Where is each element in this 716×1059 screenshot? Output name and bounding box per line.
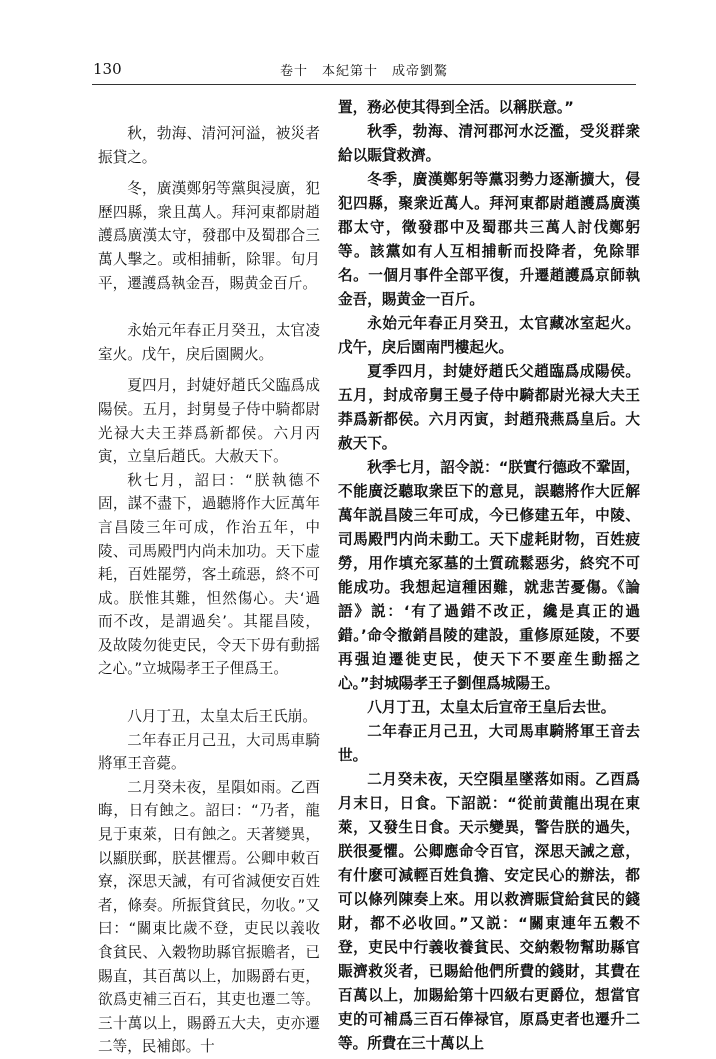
paragraph: 秋季七月，詔令説：“朕實行德政不鞏固，不能廣泛聽取衆臣下的意見，誤聽將作大匠解萬年説昌陵三年可成，今已修建五年，中陵、司馬殿門内尚未動工。天下虚耗財物，百姓疲勞，用作填充冢墓的土質疏鬆惡劣，終究不可能成功。我想起這種困難，就悲苦憂傷。《論語》説：‘有了過錯不改正，纔是真正的過錯。’命令撤銷昌陵的建設，重修原延陵，不要再强迫遷徙吏民，使天下不要産生動摇之心。”封城陽孝王子劉俚爲城陽王。 <box>338 459 640 692</box>
paragraph: 夏季四月，封婕妤趙氏父趙臨爲成陽侯。五月，封成帝舅王曼子侍中騎都尉光禄大夫王莽爲新都侯。六月丙寅，封趙飛燕爲皇后。大赦天下。 <box>338 363 640 452</box>
paragraph: 秋，勃海、清河河溢，被災者振貸之。 <box>98 125 320 166</box>
paragraph: 八月丁丑，太皇太后宣帝王皇后去世。 <box>367 699 616 716</box>
paragraph: 二月癸未夜，星隕如雨。乙酉晦，日有蝕之。詔曰：“乃者，龍見于東萊，日有蝕之。天著變異，以顯朕郵，朕甚懼焉。公卿申敕百寮，深思天誡，有可省減便安百姓者，條奏。所振貸貧民，勿收。”又曰：“關東比歲不登，吏民以義收食貧民、入穀物助縣官振贍者，已賜直，其百萬以上，加賜爵右更，欲爲吏補三百石，其吏也遷二等。三十萬以上，賜爵五大夫，吏亦遷二等，民補郎。十 <box>98 778 320 1056</box>
paragraph: 冬季，廣漢鄭躬等黨羽勢力逐漸擴大，侵犯四縣，聚衆近萬人。拜河東都尉趙護爲廣漢郡太守，徵發郡中及蜀郡共三萬人討伐鄭躬等。該黨如有人互相捕斬而投降者，免除罪名。一個月事件全部平復，升遷趙護爲京師執金吾，賜黄金一百斤。 <box>338 171 640 308</box>
paragraph: 秋七月，詔曰：“朕執德不固，謀不盡下，過聽將作大匠萬年言昌陵三年可成，作治五年，中陵、司馬殿門内尚未加功。天下虚耗，百姓罷勞，客土疏惡，終不可成。朕惟其難，怛然傷心。夫‘過而不改，是謂過矣’。其罷昌陵，及故陵勿徙吏民，令天下毋有動摇之心。”立城陽孝王子俚爲王。 <box>98 471 320 678</box>
page-header <box>0 60 716 82</box>
paragraph: 二月癸未夜，天空隕星墜落如雨。乙酉爲月末日，日食。下詔説：“從前黄龍出現在東萊，又發生日食。天示變異，警告朕的過失，朕很憂懼。公卿應命令百官，深思天誡之意，有什麽可減輕百姓負擔、安定民心的辦法，都可以條列陳奏上來。用以救濟賑貸給貧民的錢財，都不必收回。”又説：“關東連年五穀不登，吏民中行義收養貧民、交納穀物幫助縣官賑濟救災者，已賜給他們所費的錢財，其費在百萬以上，加賜給第十四級右更爵位，想當官吏的可補爲三百石俸禄官，原爲吏者也遷升二等。所費在三十萬以上 <box>338 771 640 1052</box>
page-number: 130 <box>93 60 122 78</box>
header-rule <box>92 84 636 85</box>
paragraph: 永始元年春正月癸丑，太官藏冰室起火。戊午，戾后園南門樓起火。 <box>338 315 640 356</box>
classical-text-column <box>98 96 320 1059</box>
paragraph: 冬，廣漢鄭躬等黨與浸廣，犯歷四縣，衆且萬人。拜河東都尉趙護爲廣漢太守，發郡中及蜀郡合三萬人擊之。或相捕斬，除罪。旬月平，遷護爲執金吾，賜黄金百斤。 <box>98 180 320 292</box>
running-title: 卷十 本紀第十 成帝劉驁 <box>280 64 449 79</box>
paragraph: 秋季，勃海、清河郡河水泛濫，受災群衆給以賑貸救濟。 <box>338 123 640 164</box>
paragraph: 永始元年春正月癸丑，太官凌室火。戊午，戾后園闕火。 <box>98 322 320 363</box>
paragraph: 八月丁丑，太皇太后王氏崩。 <box>127 708 317 726</box>
translation-column <box>338 96 640 1056</box>
paragraph: 置，務必使其得到全活。以稱朕意。” <box>338 99 574 116</box>
paragraph: 夏四月，封婕妤趙氏父臨爲成陽侯。五月，封舅曼子侍中騎都尉光禄大夫王莽爲新都侯。六月丙寅，立皇后趙氏。大赦天下。 <box>98 377 320 466</box>
paragraph: 二年春正月己丑，大司馬車騎將軍王音去世。 <box>338 723 640 764</box>
paragraph: 二年春正月己丑，大司馬車騎將軍王音薨。 <box>98 731 320 773</box>
